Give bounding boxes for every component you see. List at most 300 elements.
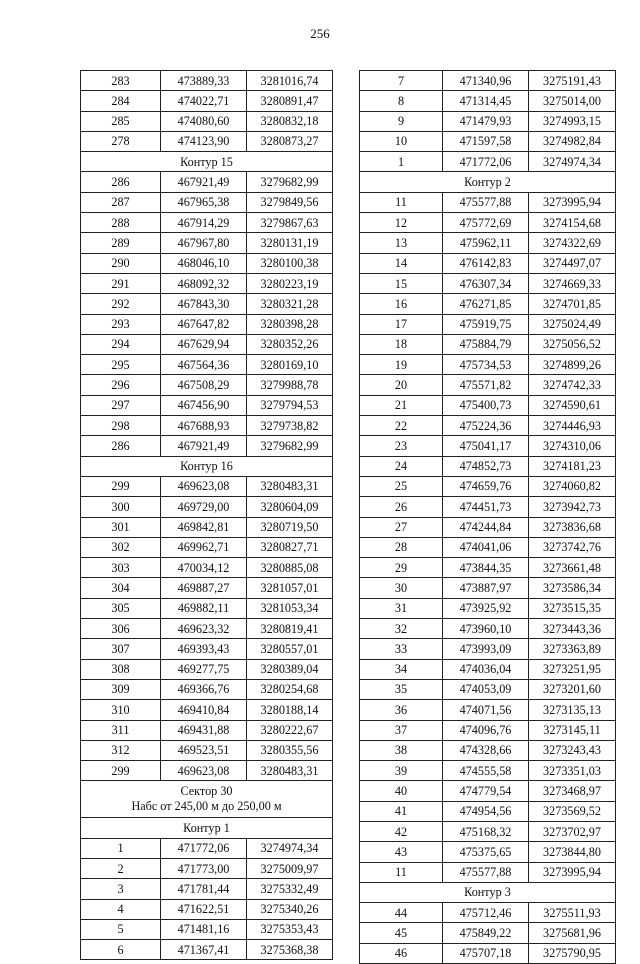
table-row bbox=[81, 740, 333, 760]
point-number-cell: 42 bbox=[360, 821, 443, 841]
x-coordinate-cell: 475772,69 bbox=[443, 213, 529, 233]
y-coordinate-cell: 3280389,04 bbox=[247, 659, 333, 679]
contour-header-row bbox=[360, 172, 616, 192]
y-coordinate-cell: 3279849,56 bbox=[247, 192, 333, 212]
x-coordinate-cell: 469523,51 bbox=[161, 740, 247, 760]
contour-header: Контур 15 bbox=[81, 152, 333, 172]
x-coordinate-cell: 473925,92 bbox=[443, 598, 529, 618]
y-coordinate-cell: 3273995,94 bbox=[529, 862, 616, 882]
x-coordinate-cell: 469410,84 bbox=[161, 700, 247, 720]
y-coordinate-cell: 3275511,93 bbox=[529, 903, 616, 923]
y-coordinate-cell: 3274974,34 bbox=[247, 838, 333, 858]
y-coordinate-cell: 3281053,34 bbox=[247, 598, 333, 618]
point-number-cell: 17 bbox=[360, 314, 443, 334]
point-number-cell: 290 bbox=[81, 253, 161, 273]
x-coordinate-cell: 475375,65 bbox=[443, 842, 529, 862]
table-row bbox=[360, 740, 616, 760]
y-coordinate-cell: 3273702,97 bbox=[529, 821, 616, 841]
x-coordinate-cell: 473887,97 bbox=[443, 578, 529, 598]
y-coordinate-cell: 3279682,99 bbox=[247, 436, 333, 456]
point-number-cell: 7 bbox=[360, 71, 443, 91]
point-number-cell: 31 bbox=[360, 598, 443, 618]
contour-header-row bbox=[81, 456, 333, 476]
x-coordinate-cell: 476307,34 bbox=[443, 273, 529, 293]
point-number-cell: 19 bbox=[360, 355, 443, 375]
point-number-cell: 11 bbox=[360, 192, 443, 212]
point-number-cell: 9 bbox=[360, 111, 443, 131]
x-coordinate-cell: 467921,49 bbox=[161, 172, 247, 192]
y-coordinate-cell: 3274590,61 bbox=[529, 395, 616, 415]
table-row bbox=[81, 131, 333, 151]
y-coordinate-cell: 3280483,31 bbox=[247, 476, 333, 496]
point-number-cell: 25 bbox=[360, 476, 443, 496]
point-number-cell: 34 bbox=[360, 659, 443, 679]
point-number-cell: 35 bbox=[360, 679, 443, 699]
x-coordinate-cell: 474244,84 bbox=[443, 517, 529, 537]
x-coordinate-cell: 474659,76 bbox=[443, 476, 529, 496]
table-row bbox=[360, 639, 616, 659]
table-row bbox=[360, 517, 616, 537]
x-coordinate-cell: 475571,82 bbox=[443, 375, 529, 395]
point-number-cell: 1 bbox=[360, 152, 443, 172]
point-number-cell: 285 bbox=[81, 111, 161, 131]
x-coordinate-cell: 474096,76 bbox=[443, 720, 529, 740]
x-coordinate-cell: 469887,27 bbox=[161, 578, 247, 598]
point-number-cell: 287 bbox=[81, 192, 161, 212]
table-row bbox=[81, 476, 333, 496]
y-coordinate-cell: 3273742,76 bbox=[529, 537, 616, 557]
x-coordinate-cell: 469842,81 bbox=[161, 517, 247, 537]
y-coordinate-cell: 3280223,19 bbox=[247, 273, 333, 293]
table-row bbox=[81, 619, 333, 639]
table-row bbox=[81, 858, 333, 878]
y-coordinate-cell: 3273243,43 bbox=[529, 740, 616, 760]
x-coordinate-cell: 469393,43 bbox=[161, 639, 247, 659]
y-coordinate-cell: 3274982,84 bbox=[529, 131, 616, 151]
table-row bbox=[360, 355, 616, 375]
y-coordinate-cell: 3280398,28 bbox=[247, 314, 333, 334]
table-row bbox=[81, 253, 333, 273]
x-coordinate-cell: 467843,30 bbox=[161, 294, 247, 314]
x-coordinate-cell: 476142,83 bbox=[443, 253, 529, 273]
table-row bbox=[360, 294, 616, 314]
table-row bbox=[360, 213, 616, 233]
point-number-cell: 40 bbox=[360, 781, 443, 801]
point-number-cell: 305 bbox=[81, 598, 161, 618]
table-row bbox=[360, 923, 616, 943]
table-row bbox=[81, 416, 333, 436]
point-number-cell: 38 bbox=[360, 740, 443, 760]
table-row bbox=[81, 558, 333, 578]
x-coordinate-cell: 467914,29 bbox=[161, 213, 247, 233]
y-coordinate-cell: 3275024,49 bbox=[529, 314, 616, 334]
point-number-cell: 283 bbox=[81, 71, 161, 91]
y-coordinate-cell: 3280483,31 bbox=[247, 761, 333, 781]
sector-header bbox=[81, 781, 333, 818]
table-row bbox=[81, 71, 333, 91]
table-row bbox=[81, 879, 333, 899]
y-coordinate-cell: 3280188,14 bbox=[247, 700, 333, 720]
y-coordinate-cell: 3280827,71 bbox=[247, 537, 333, 557]
point-number-cell: 303 bbox=[81, 558, 161, 578]
point-number-cell: 299 bbox=[81, 761, 161, 781]
point-number-cell: 3 bbox=[81, 879, 161, 899]
table-row bbox=[81, 355, 333, 375]
y-coordinate-cell: 3273443,36 bbox=[529, 619, 616, 639]
table-row bbox=[81, 919, 333, 939]
x-coordinate-cell: 467647,82 bbox=[161, 314, 247, 334]
x-coordinate-cell: 475707,18 bbox=[443, 943, 529, 963]
point-number-cell: 22 bbox=[360, 416, 443, 436]
x-coordinate-cell: 471479,93 bbox=[443, 111, 529, 131]
table-row bbox=[81, 294, 333, 314]
y-coordinate-cell: 3279682,99 bbox=[247, 172, 333, 192]
table-row bbox=[81, 233, 333, 253]
table-row bbox=[360, 761, 616, 781]
x-coordinate-cell: 470034,12 bbox=[161, 558, 247, 578]
point-number-cell: 1 bbox=[81, 838, 161, 858]
y-coordinate-cell: 3279867,63 bbox=[247, 213, 333, 233]
table-row bbox=[360, 71, 616, 91]
x-coordinate-cell: 469729,00 bbox=[161, 497, 247, 517]
table-row bbox=[360, 700, 616, 720]
x-coordinate-cell: 475168,32 bbox=[443, 821, 529, 841]
point-number-cell: 37 bbox=[360, 720, 443, 740]
x-coordinate-cell: 473993,09 bbox=[443, 639, 529, 659]
y-coordinate-cell: 3280819,41 bbox=[247, 619, 333, 639]
sector-header-row bbox=[81, 781, 333, 818]
x-coordinate-cell: 471773,00 bbox=[161, 858, 247, 878]
point-number-cell: 39 bbox=[360, 761, 443, 781]
x-coordinate-cell: 475919,75 bbox=[443, 314, 529, 334]
x-coordinate-cell: 469962,71 bbox=[161, 537, 247, 557]
x-coordinate-cell: 469882,11 bbox=[161, 598, 247, 618]
x-coordinate-cell: 474451,73 bbox=[443, 497, 529, 517]
x-coordinate-cell: 469431,88 bbox=[161, 720, 247, 740]
x-coordinate-cell: 474080,60 bbox=[161, 111, 247, 131]
y-coordinate-cell: 3274060,82 bbox=[529, 476, 616, 496]
y-coordinate-cell: 3275368,38 bbox=[247, 940, 333, 960]
table-row bbox=[360, 395, 616, 415]
table-row bbox=[81, 436, 333, 456]
point-number-cell: 292 bbox=[81, 294, 161, 314]
point-number-cell: 24 bbox=[360, 456, 443, 476]
point-number-cell: 297 bbox=[81, 395, 161, 415]
x-coordinate-cell: 468092,32 bbox=[161, 273, 247, 293]
y-coordinate-cell: 3274446,93 bbox=[529, 416, 616, 436]
table-row bbox=[360, 558, 616, 578]
table-row bbox=[360, 416, 616, 436]
point-number-cell: 27 bbox=[360, 517, 443, 537]
table-row bbox=[81, 537, 333, 557]
table-row bbox=[360, 801, 616, 821]
table-row bbox=[360, 111, 616, 131]
point-number-cell: 44 bbox=[360, 903, 443, 923]
table-row bbox=[360, 720, 616, 740]
point-number-cell: 286 bbox=[81, 436, 161, 456]
point-number-cell: 8 bbox=[360, 91, 443, 111]
point-number-cell: 36 bbox=[360, 700, 443, 720]
table-row bbox=[360, 273, 616, 293]
table-row bbox=[360, 436, 616, 456]
y-coordinate-cell: 3273836,68 bbox=[529, 517, 616, 537]
x-coordinate-cell: 467921,49 bbox=[161, 436, 247, 456]
table-row bbox=[360, 476, 616, 496]
x-coordinate-cell: 475734,53 bbox=[443, 355, 529, 375]
y-coordinate-cell: 3274181,23 bbox=[529, 456, 616, 476]
table-row bbox=[360, 537, 616, 557]
coordinates-table-left bbox=[80, 70, 333, 960]
table-row bbox=[81, 598, 333, 618]
y-coordinate-cell: 3280355,56 bbox=[247, 740, 333, 760]
point-number-cell: 5 bbox=[81, 919, 161, 939]
x-coordinate-cell: 474779,54 bbox=[443, 781, 529, 801]
table-row bbox=[81, 192, 333, 212]
x-coordinate-cell: 471781,44 bbox=[161, 879, 247, 899]
point-number-cell: 291 bbox=[81, 273, 161, 293]
point-number-cell: 23 bbox=[360, 436, 443, 456]
x-coordinate-cell: 475041,17 bbox=[443, 436, 529, 456]
point-number-cell: 301 bbox=[81, 517, 161, 537]
point-number-cell: 43 bbox=[360, 842, 443, 862]
point-number-cell: 289 bbox=[81, 233, 161, 253]
table-row bbox=[360, 679, 616, 699]
y-coordinate-cell: 3274322,69 bbox=[529, 233, 616, 253]
x-coordinate-cell: 474555,58 bbox=[443, 761, 529, 781]
sector-title: Сектор 30 bbox=[180, 784, 233, 799]
table-row bbox=[81, 578, 333, 598]
table-row bbox=[81, 497, 333, 517]
table-row bbox=[360, 334, 616, 354]
table-row bbox=[81, 273, 333, 293]
x-coordinate-cell: 475400,73 bbox=[443, 395, 529, 415]
y-coordinate-cell: 3280873,27 bbox=[247, 131, 333, 151]
y-coordinate-cell: 3280169,10 bbox=[247, 355, 333, 375]
contour-header-row bbox=[81, 152, 333, 172]
x-coordinate-cell: 467456,90 bbox=[161, 395, 247, 415]
table-row bbox=[360, 842, 616, 862]
x-coordinate-cell: 475712,46 bbox=[443, 903, 529, 923]
x-coordinate-cell: 476271,85 bbox=[443, 294, 529, 314]
point-number-cell: 18 bbox=[360, 334, 443, 354]
table-row bbox=[81, 899, 333, 919]
y-coordinate-cell: 3275790,95 bbox=[529, 943, 616, 963]
point-number-cell: 30 bbox=[360, 578, 443, 598]
point-number-cell: 4 bbox=[81, 899, 161, 919]
x-coordinate-cell: 473889,33 bbox=[161, 71, 247, 91]
x-coordinate-cell: 471367,41 bbox=[161, 940, 247, 960]
x-coordinate-cell: 471314,45 bbox=[443, 91, 529, 111]
y-coordinate-cell: 3273351,03 bbox=[529, 761, 616, 781]
x-coordinate-cell: 471597,58 bbox=[443, 131, 529, 151]
point-number-cell: 45 bbox=[360, 923, 443, 943]
contour-header: Контур 1 bbox=[81, 818, 333, 838]
point-number-cell: 46 bbox=[360, 943, 443, 963]
point-number-cell: 11 bbox=[360, 862, 443, 882]
table-row bbox=[81, 838, 333, 858]
y-coordinate-cell: 3280885,08 bbox=[247, 558, 333, 578]
point-number-cell: 26 bbox=[360, 497, 443, 517]
table-row bbox=[81, 940, 333, 960]
y-coordinate-cell: 3280719,50 bbox=[247, 517, 333, 537]
table-row bbox=[360, 578, 616, 598]
y-coordinate-cell: 3280891,47 bbox=[247, 91, 333, 111]
table-row bbox=[360, 943, 616, 963]
x-coordinate-cell: 474041,06 bbox=[443, 537, 529, 557]
table-row bbox=[360, 781, 616, 801]
y-coordinate-cell: 3273586,34 bbox=[529, 578, 616, 598]
point-number-cell: 298 bbox=[81, 416, 161, 436]
point-number-cell: 286 bbox=[81, 172, 161, 192]
y-coordinate-cell: 3279738,82 bbox=[247, 416, 333, 436]
point-number-cell: 33 bbox=[360, 639, 443, 659]
x-coordinate-cell: 471772,06 bbox=[443, 152, 529, 172]
x-coordinate-cell: 469623,08 bbox=[161, 476, 247, 496]
table-row bbox=[81, 761, 333, 781]
table-row bbox=[81, 720, 333, 740]
point-number-cell: 2 bbox=[81, 858, 161, 878]
right-table-body bbox=[360, 71, 616, 964]
y-coordinate-cell: 3280832,18 bbox=[247, 111, 333, 131]
point-number-cell: 308 bbox=[81, 659, 161, 679]
point-number-cell: 29 bbox=[360, 558, 443, 578]
x-coordinate-cell: 467965,38 bbox=[161, 192, 247, 212]
y-coordinate-cell: 3274974,34 bbox=[529, 152, 616, 172]
y-coordinate-cell: 3274669,33 bbox=[529, 273, 616, 293]
x-coordinate-cell: 475577,88 bbox=[443, 192, 529, 212]
point-number-cell: 12 bbox=[360, 213, 443, 233]
point-number-cell: 294 bbox=[81, 334, 161, 354]
table-row bbox=[360, 152, 616, 172]
y-coordinate-cell: 3274497,07 bbox=[529, 253, 616, 273]
y-coordinate-cell: 3275014,00 bbox=[529, 91, 616, 111]
x-coordinate-cell: 474036,04 bbox=[443, 659, 529, 679]
page-number: 256 bbox=[310, 26, 330, 41]
point-number-cell: 307 bbox=[81, 639, 161, 659]
table-row bbox=[81, 395, 333, 415]
point-number-cell: 15 bbox=[360, 273, 443, 293]
table-row bbox=[360, 598, 616, 618]
x-coordinate-cell: 469277,75 bbox=[161, 659, 247, 679]
point-number-cell: 16 bbox=[360, 294, 443, 314]
table-row bbox=[81, 679, 333, 699]
y-coordinate-cell: 3274899,26 bbox=[529, 355, 616, 375]
y-coordinate-cell: 3274701,85 bbox=[529, 294, 616, 314]
x-coordinate-cell: 467629,94 bbox=[161, 334, 247, 354]
table-row bbox=[360, 233, 616, 253]
point-number-cell: 21 bbox=[360, 395, 443, 415]
x-coordinate-cell: 469623,08 bbox=[161, 761, 247, 781]
point-number-cell: 302 bbox=[81, 537, 161, 557]
x-coordinate-cell: 473960,10 bbox=[443, 619, 529, 639]
point-number-cell: 299 bbox=[81, 476, 161, 496]
y-coordinate-cell: 3273363,89 bbox=[529, 639, 616, 659]
y-coordinate-cell: 3273201,60 bbox=[529, 679, 616, 699]
x-coordinate-cell: 474053,09 bbox=[443, 679, 529, 699]
x-coordinate-cell: 475849,22 bbox=[443, 923, 529, 943]
y-coordinate-cell: 3280100,38 bbox=[247, 253, 333, 273]
point-number-cell: 6 bbox=[81, 940, 161, 960]
y-coordinate-cell: 3279988,78 bbox=[247, 375, 333, 395]
y-coordinate-cell: 3273468,97 bbox=[529, 781, 616, 801]
y-coordinate-cell: 3275681,96 bbox=[529, 923, 616, 943]
table-row bbox=[360, 619, 616, 639]
y-coordinate-cell: 3273135,13 bbox=[529, 700, 616, 720]
point-number-cell: 10 bbox=[360, 131, 443, 151]
x-coordinate-cell: 475577,88 bbox=[443, 862, 529, 882]
contour-header-row bbox=[360, 882, 616, 902]
y-coordinate-cell: 3275009,97 bbox=[247, 858, 333, 878]
table-row bbox=[360, 314, 616, 334]
y-coordinate-cell: 3280557,01 bbox=[247, 639, 333, 659]
contour-header: Контур 2 bbox=[360, 172, 616, 192]
table-row bbox=[81, 334, 333, 354]
left-table-body bbox=[81, 71, 333, 960]
y-coordinate-cell: 3275353,43 bbox=[247, 919, 333, 939]
y-coordinate-cell: 3273569,52 bbox=[529, 801, 616, 821]
y-coordinate-cell: 3280131,19 bbox=[247, 233, 333, 253]
table-row bbox=[81, 314, 333, 334]
table-row bbox=[360, 821, 616, 841]
point-number-cell: 284 bbox=[81, 91, 161, 111]
table-row bbox=[81, 111, 333, 131]
point-number-cell: 304 bbox=[81, 578, 161, 598]
x-coordinate-cell: 467967,80 bbox=[161, 233, 247, 253]
x-coordinate-cell: 469366,76 bbox=[161, 679, 247, 699]
point-number-cell: 13 bbox=[360, 233, 443, 253]
y-coordinate-cell: 3281016,74 bbox=[247, 71, 333, 91]
x-coordinate-cell: 467564,36 bbox=[161, 355, 247, 375]
x-coordinate-cell: 475884,79 bbox=[443, 334, 529, 354]
x-coordinate-cell: 475962,11 bbox=[443, 233, 529, 253]
y-coordinate-cell: 3280222,67 bbox=[247, 720, 333, 740]
x-coordinate-cell: 474852,73 bbox=[443, 456, 529, 476]
table-row bbox=[360, 659, 616, 679]
x-coordinate-cell: 474328,66 bbox=[443, 740, 529, 760]
x-coordinate-cell: 474123,90 bbox=[161, 131, 247, 151]
contour-header: Контур 3 bbox=[360, 882, 616, 902]
table-row bbox=[81, 639, 333, 659]
table-row bbox=[81, 91, 333, 111]
table-row bbox=[360, 375, 616, 395]
y-coordinate-cell: 3275056,52 bbox=[529, 334, 616, 354]
table-row bbox=[360, 456, 616, 476]
point-number-cell: 293 bbox=[81, 314, 161, 334]
x-coordinate-cell: 469623,32 bbox=[161, 619, 247, 639]
y-coordinate-cell: 3273995,94 bbox=[529, 192, 616, 212]
x-coordinate-cell: 473844,35 bbox=[443, 558, 529, 578]
y-coordinate-cell: 3275340,26 bbox=[247, 899, 333, 919]
y-coordinate-cell: 3279794,53 bbox=[247, 395, 333, 415]
x-coordinate-cell: 474071,56 bbox=[443, 700, 529, 720]
y-coordinate-cell: 3273661,48 bbox=[529, 558, 616, 578]
point-number-cell: 306 bbox=[81, 619, 161, 639]
table-row bbox=[360, 497, 616, 517]
x-coordinate-cell: 475224,36 bbox=[443, 416, 529, 436]
point-number-cell: 296 bbox=[81, 375, 161, 395]
contour-header-row bbox=[81, 818, 333, 838]
y-coordinate-cell: 3280321,28 bbox=[247, 294, 333, 314]
x-coordinate-cell: 467508,29 bbox=[161, 375, 247, 395]
y-coordinate-cell: 3274154,68 bbox=[529, 213, 616, 233]
y-coordinate-cell: 3281057,01 bbox=[247, 578, 333, 598]
y-coordinate-cell: 3273844,80 bbox=[529, 842, 616, 862]
y-coordinate-cell: 3275191,43 bbox=[529, 71, 616, 91]
coordinates-table-right bbox=[359, 70, 616, 964]
x-coordinate-cell: 467688,93 bbox=[161, 416, 247, 436]
point-number-cell: 28 bbox=[360, 537, 443, 557]
point-number-cell: 278 bbox=[81, 131, 161, 151]
